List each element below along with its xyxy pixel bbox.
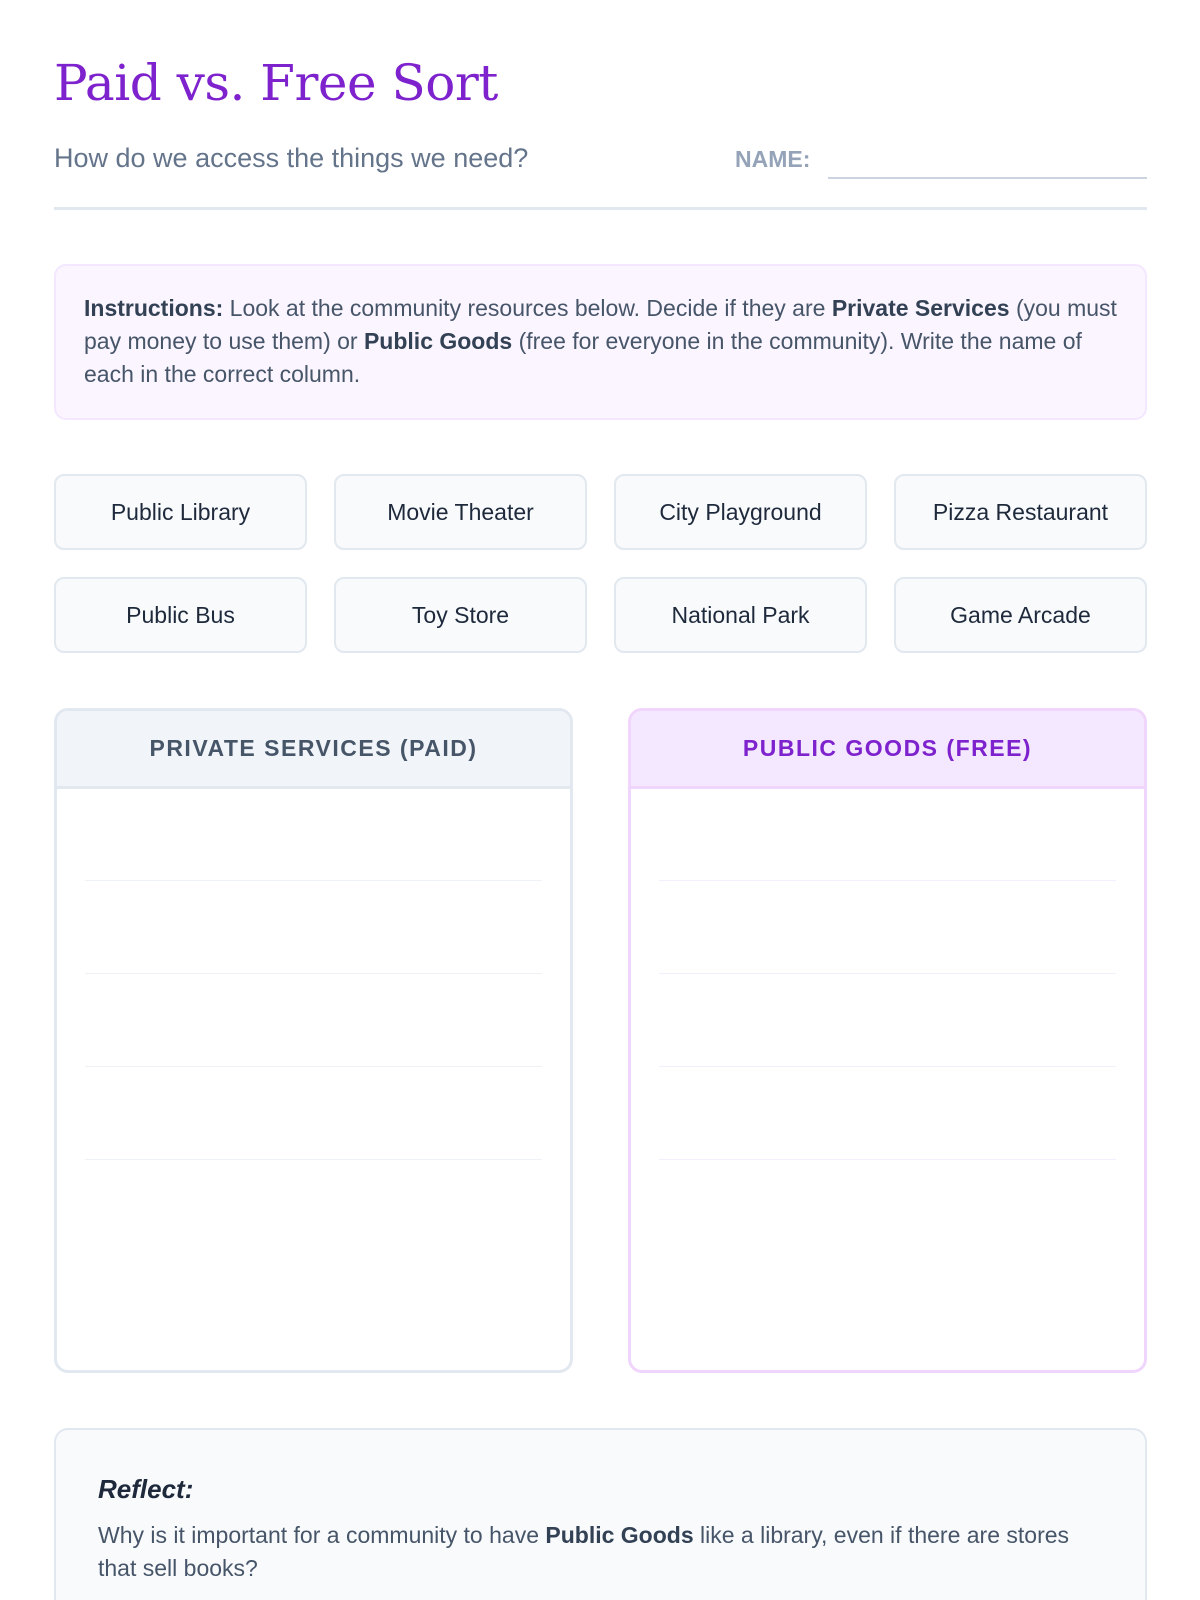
private-write-line[interactable] xyxy=(85,1066,542,1067)
resource-card-public-bus[interactable]: Public Bus xyxy=(54,577,307,653)
public-write-line[interactable] xyxy=(659,973,1116,974)
private-services-header: PRIVATE SERVICES (PAID) xyxy=(57,711,570,789)
resource-card-movie-theater[interactable]: Movie Theater xyxy=(334,474,587,550)
resource-card-national-park[interactable]: National Park xyxy=(614,577,867,653)
instructions-box xyxy=(54,264,1147,420)
reflect-title: Reflect: xyxy=(98,1474,194,1504)
resource-card-toy-store[interactable]: Toy Store xyxy=(334,577,587,653)
private-services-column xyxy=(54,708,573,1373)
page-subtitle: How do we access the things we need? xyxy=(54,143,529,173)
header-divider xyxy=(54,207,1147,210)
private-write-line[interactable] xyxy=(85,973,542,974)
public-goods-header: PUBLIC GOODS (FREE) xyxy=(631,711,1144,789)
resource-card-game-arcade[interactable]: Game Arcade xyxy=(894,577,1147,653)
reflect-term: Public Goods xyxy=(545,1522,694,1548)
resource-card-city-playground[interactable]: City Playground xyxy=(614,474,867,550)
instructions-text-1: Look at the community resources below. Decide if they are xyxy=(223,295,832,321)
reflect-text-2: like a library, even if there are stores that sell books? xyxy=(98,1522,1070,1581)
instructions-term-private: Private Services xyxy=(831,295,1010,321)
public-write-line[interactable] xyxy=(659,1159,1116,1160)
private-write-line[interactable] xyxy=(85,880,542,881)
instructions-text-2: (you must pay money to use them) or xyxy=(84,295,1117,354)
name-field[interactable] xyxy=(828,177,1147,179)
reflect-text-1: Why is it important for a community to have xyxy=(98,1522,546,1548)
instructions-text-3: (free for everyone in the community). Write the name of each in the correct column. xyxy=(84,328,1082,387)
resource-card-public-library[interactable]: Public Library xyxy=(54,474,307,550)
public-write-line[interactable] xyxy=(659,880,1116,881)
reflect-question xyxy=(98,1519,1103,1585)
instructions-term-public: Public Goods xyxy=(363,328,513,354)
name-label: NAME: xyxy=(735,146,811,172)
resource-card-pizza-restaurant[interactable]: Pizza Restaurant xyxy=(894,474,1147,550)
private-write-line[interactable] xyxy=(85,1159,542,1160)
instructions-lead: Instructions: xyxy=(84,295,224,321)
public-goods-column xyxy=(628,708,1147,1373)
page-title: Paid vs. Free Sort xyxy=(54,54,498,112)
reflect-box xyxy=(54,1428,1147,1600)
public-write-line[interactable] xyxy=(659,1066,1116,1067)
